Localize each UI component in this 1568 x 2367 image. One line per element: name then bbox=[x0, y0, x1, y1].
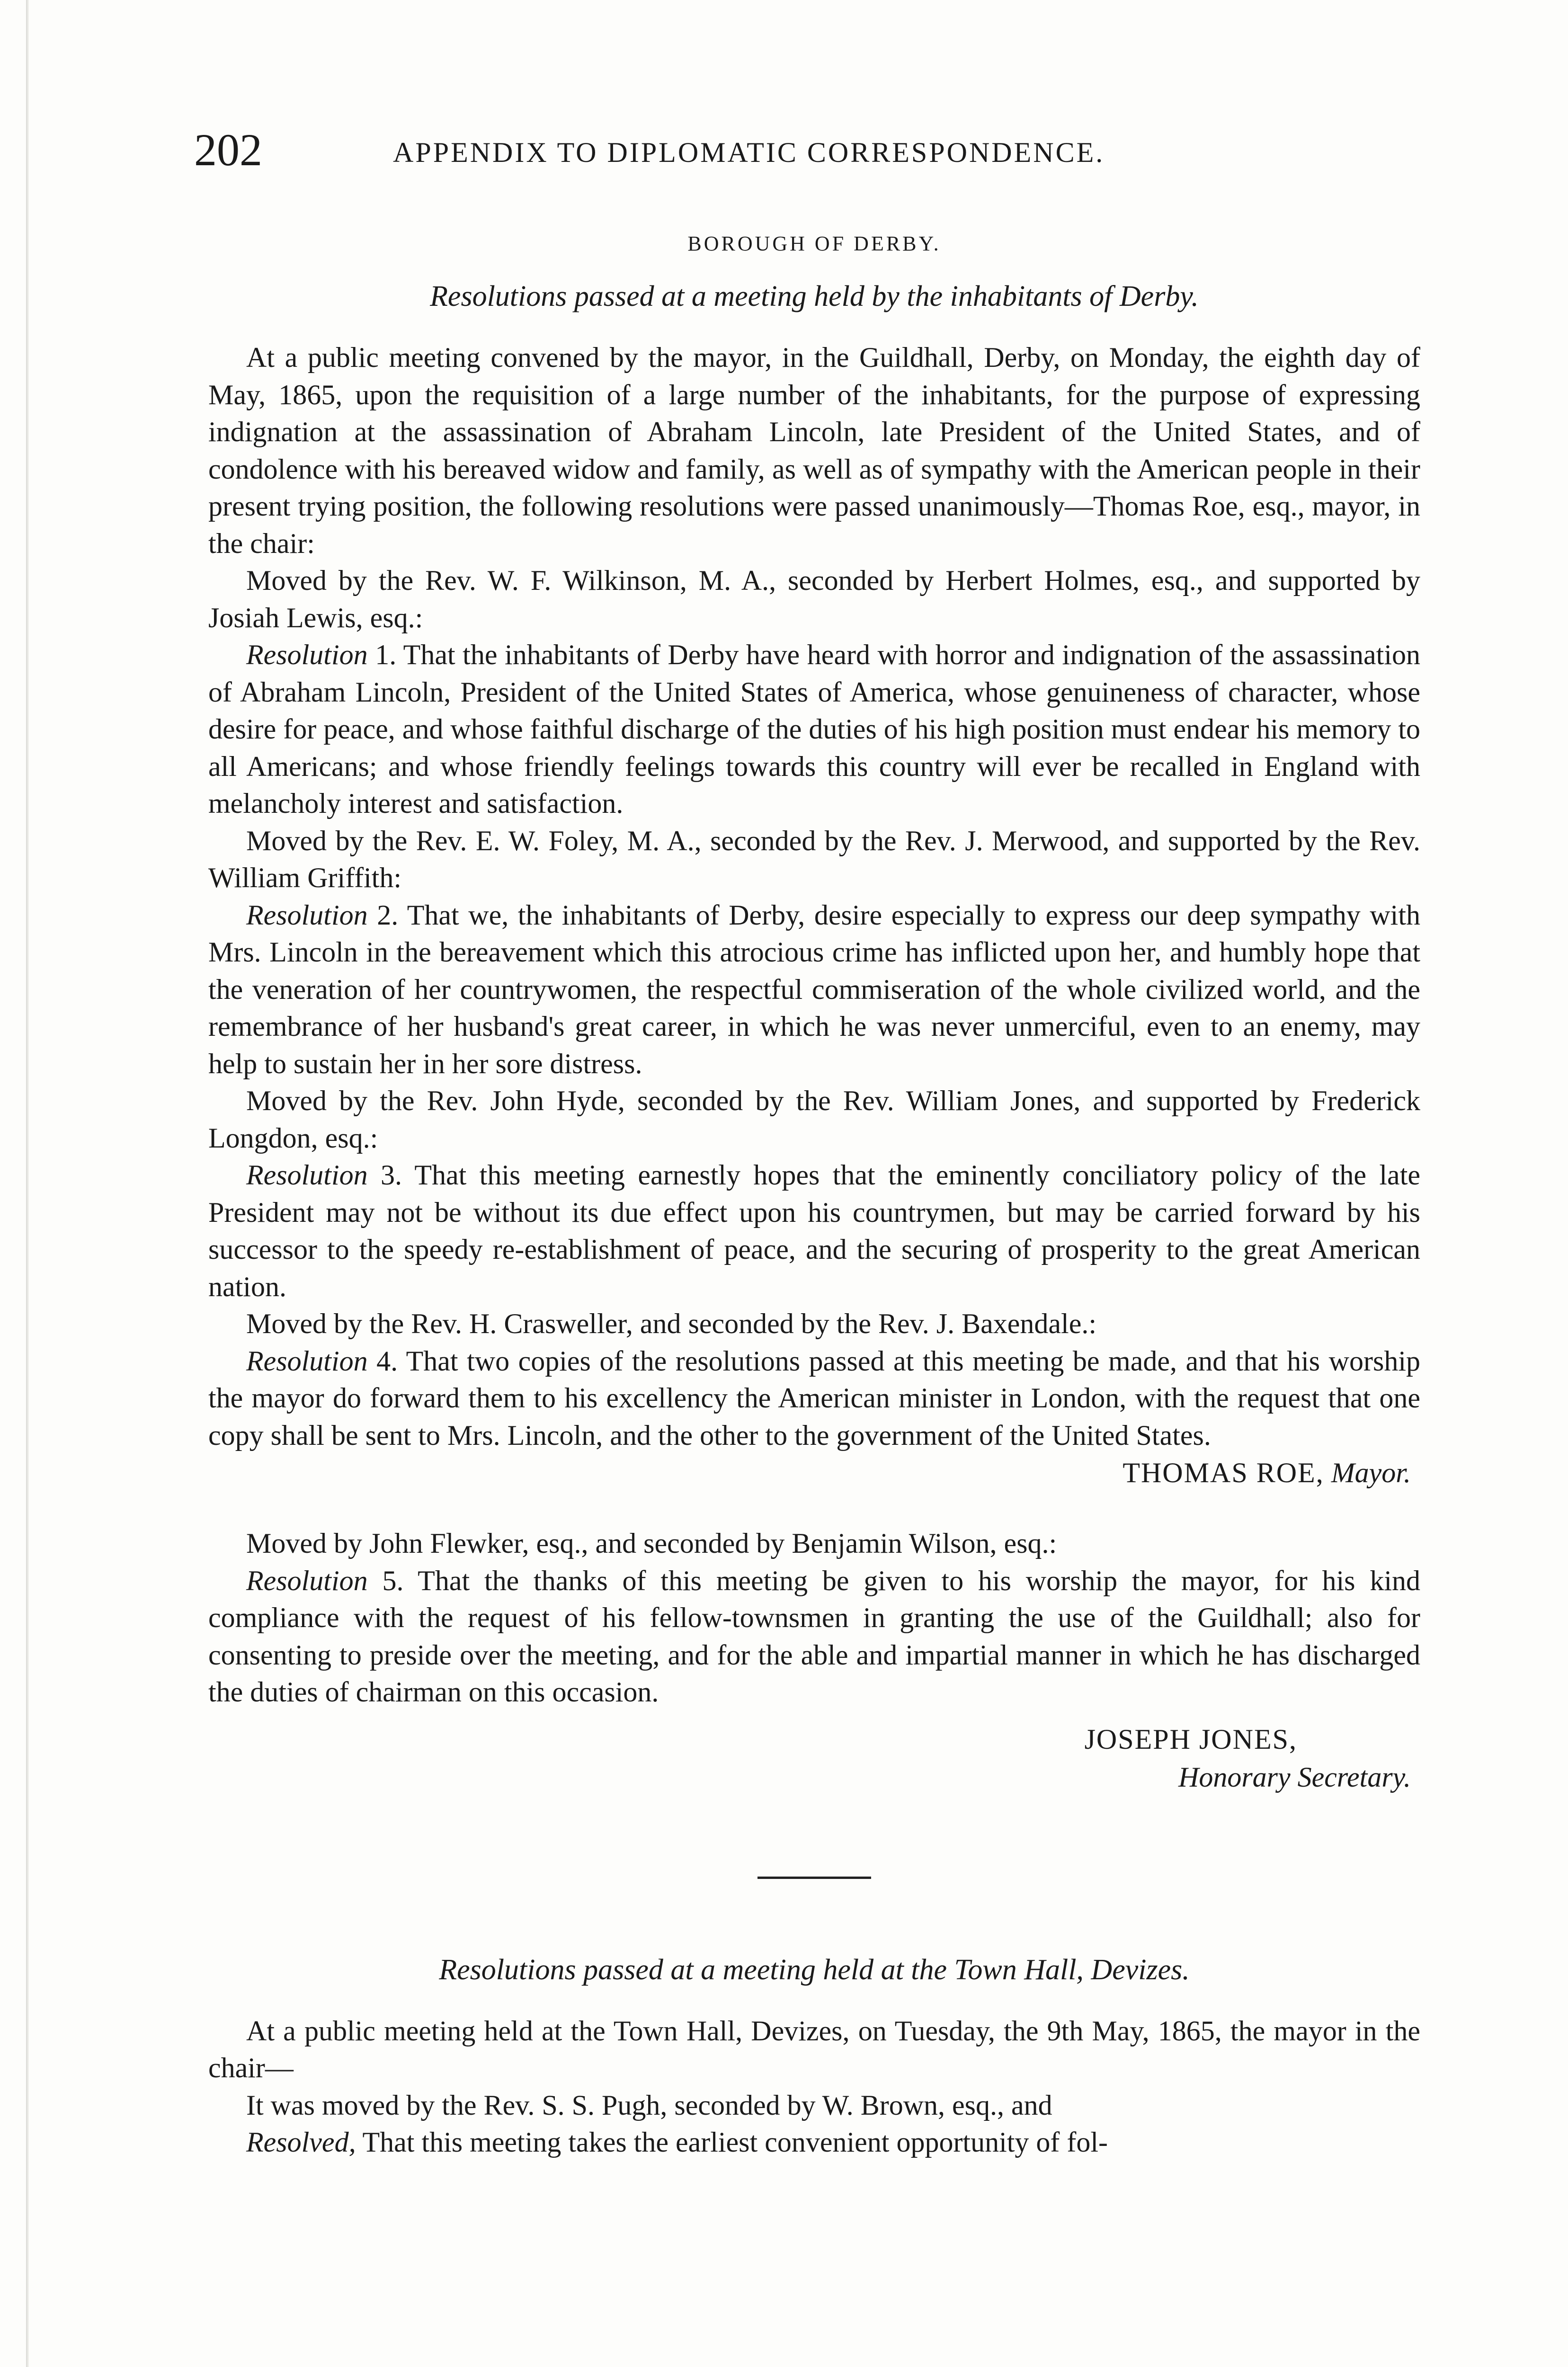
page-number: 202 bbox=[194, 125, 262, 175]
signatory-title-text: Honorary Secretary. bbox=[1178, 1761, 1411, 1793]
resolution-text: 1. That the inhabitants of Derby have heard with horror and indignation of the assassination of Abraham Lincoln, President of the United States of America, whose genuineness of character, whose desire for peace, and whose faithful discharge of the duties of his high position must endear his memory to all Americans; and whose friendly feelings towards this country will ever be recalled in England with melancholy interest and satisfaction. bbox=[208, 639, 1420, 819]
devizes-heading: Resolutions passed at a meeting held at the Town Hall, Devizes. bbox=[439, 1953, 1190, 1986]
page-binding-edge bbox=[26, 0, 29, 2367]
derby-heading: Resolutions passed at a meeting held by the inhabitants of Derby. bbox=[430, 280, 1199, 312]
signatory-title bbox=[208, 1758, 1420, 1796]
signature-mayor bbox=[208, 1454, 1420, 1492]
derby-resolution-1 bbox=[208, 636, 1420, 822]
resolution-label: Resolution bbox=[246, 1565, 368, 1596]
derby-resolution-4 bbox=[208, 1343, 1420, 1454]
page-header bbox=[194, 124, 1406, 176]
derby-moved-4: Moved by the Rev. H. Crasweller, and seconded by the Rev. J. Baxendale.: bbox=[246, 1308, 1097, 1339]
signatory-name bbox=[208, 1720, 1420, 1758]
devizes-resolved bbox=[208, 2124, 1420, 2161]
derby-resolution-2 bbox=[208, 897, 1420, 1083]
resolution-text: 2. That we, the inhabitants of Derby, desire especially to express our deep sympathy with Mrs. Lincoln in the bereavement which this atrocious crime has inflicted upon her, and humbly hope that the veneration of her countrywomen, the respectful commiseration of the whole civilized world, and the remembrance of her husband's great career, in which he was never unmerciful, even to an enemy, may help to sustain her in her sore distress. bbox=[208, 899, 1420, 1079]
signatory-title: Mayor. bbox=[1331, 1457, 1411, 1488]
devizes-moved-1: It was moved by the Rev. S. S. Pugh, seconded by W. Brown, esq., and bbox=[246, 2089, 1052, 2121]
resolution-label: Resolution bbox=[246, 639, 368, 670]
derby-resolution-3 bbox=[208, 1157, 1420, 1305]
resolution-text: 5. That the thanks of this meeting be given to his worship the mayor, for his kind compliance with the request of his fellow-townsmen in granting the use of the Guildhall; also for consenting to preside over the meeting, and for the able and impartial manner in which he has discharged the duties of chairman on this occasion. bbox=[208, 1565, 1420, 1708]
signatory-name: THOMAS ROE, bbox=[1123, 1457, 1324, 1488]
resolution-label: Resolution bbox=[246, 899, 368, 931]
signatory-name-text: JOSEPH JONES, bbox=[1084, 1723, 1297, 1755]
derby-resolution-5 bbox=[208, 1562, 1420, 1711]
spacer bbox=[208, 1492, 1420, 1525]
resolution-text: 3. That this meeting earnestly hopes that the eminently conciliatory policy of the late President may not be without its due effect upon his countrymen, but may be carried forward by his successor to the speedy re-establishment of peace, and the securing of prosperity to the great American nation. bbox=[208, 1159, 1420, 1302]
resolution-label: Resolution bbox=[246, 1345, 368, 1377]
devizes-intro-paragraph: At a public meeting held at the Town Hall, Devizes, on Tuesday, the 9th May, 1865, the mayor in the chair— bbox=[208, 2015, 1420, 2083]
derby-moved-2: Moved by the Rev. E. W. Foley, M. A., seconded by the Rev. J. Merwood, and supported by the Rev. William Griffith: bbox=[208, 825, 1420, 893]
derby-moved-1: Moved by the Rev. W. F. Wilkinson, M. A., seconded by Herbert Holmes, esq., and supported by Josiah Lewis, esq.: bbox=[208, 565, 1420, 633]
resolution-text: 4. That two copies of the resolutions passed at this meeting be made, and that his worship the mayor do forward them to his excellency the American minister in London, with the request that one copy shall be sent to Mrs. Lincoln, and the other to the government of the United States. bbox=[208, 1345, 1420, 1451]
resolved-text: That this meeting takes the earliest convenient opportunity of fol- bbox=[356, 2127, 1108, 2158]
derby-moved-3: Moved by the Rev. John Hyde, seconded by the Rev. William Jones, and supported by Frederick Longdon, esq.: bbox=[208, 1085, 1420, 1154]
page-body bbox=[208, 227, 1420, 2161]
derby-moved-5: Moved by John Flewker, esq., and seconded by Benjamin Wilson, esq.: bbox=[246, 1528, 1057, 1559]
section-divider-rule bbox=[757, 1877, 871, 1879]
derby-intro-paragraph: At a public meeting convened by the mayor, in the Guildhall, Derby, on Monday, the eighth day of May, 1865, upon the requisition of a large number of the inhabitants, for the purpose of expressing indignation at the assassination of Abraham Lincoln, late President of the United States, and of condolence with his bereaved widow and family, as well as of sympathy with the American people in their present trying position, the following resolutions were passed unanimously—Thomas Roe, esq., mayor, in the chair: bbox=[208, 342, 1420, 559]
resolution-label: Resolution bbox=[246, 1159, 368, 1191]
section-title-derby: BOROUGH OF DERBY. bbox=[687, 232, 941, 255]
signature-secretary bbox=[208, 1720, 1420, 1796]
running-head: APPENDIX TO DIPLOMATIC CORRESPONDENCE. bbox=[393, 137, 1105, 168]
resolved-label: Resolved, bbox=[246, 2127, 356, 2158]
